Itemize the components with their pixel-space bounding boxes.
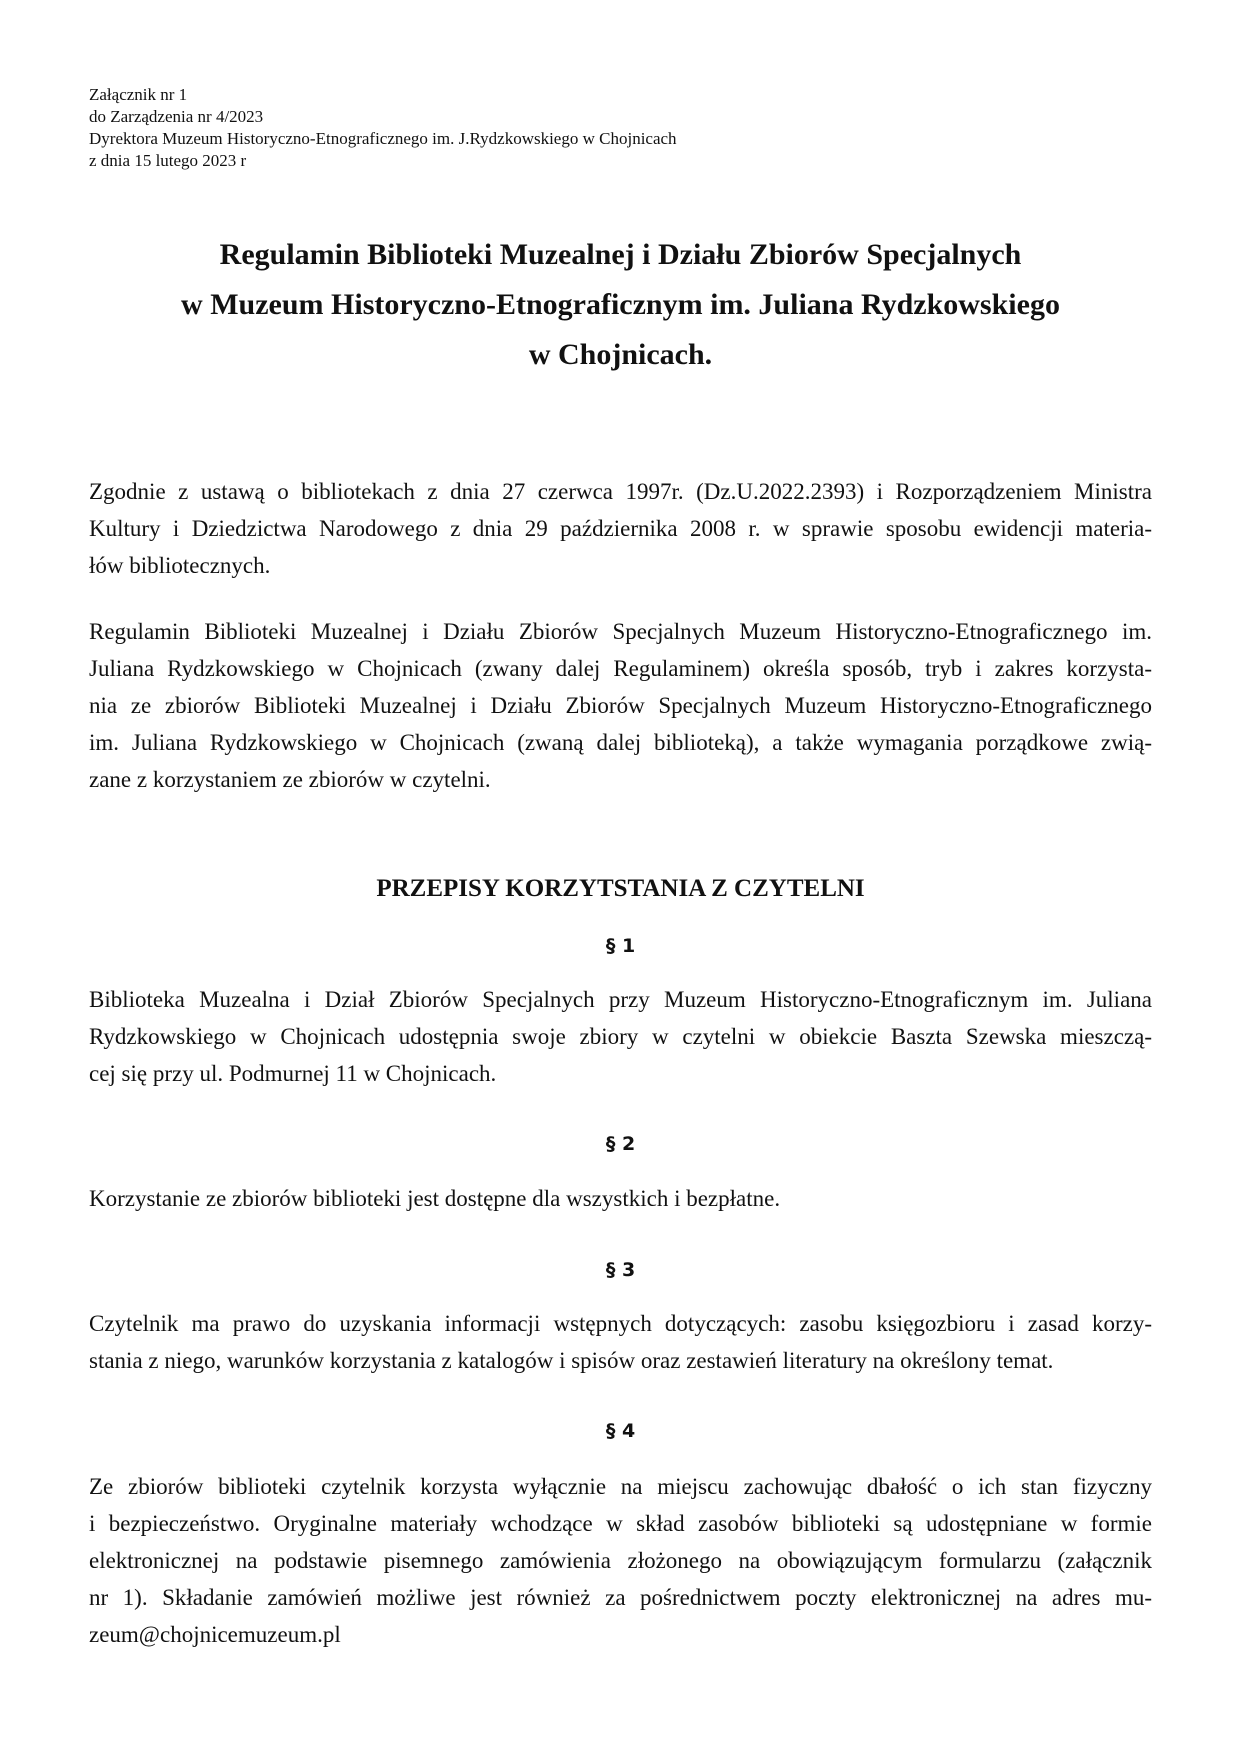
text-line: elektronicznej na podstawie pisemnego zamówienia złożonego na obowiązującym formularzu (załącznik bbox=[89, 1548, 1152, 1573]
text-line: Juliana Rydzkowskiego w Chojnicach (zwany dalej Regulaminem) określa sposób, tryb i zakres korzysta- bbox=[89, 656, 1152, 681]
text-line: Ze zbiorów biblioteki czytelnik korzysta wyłącznie na miejscu zachowując dbałość o ich stan fizyczny bbox=[89, 1474, 1152, 1499]
paragraph-mark: § 4 bbox=[605, 1420, 636, 1442]
attachment-line: Załącznik nr 1 bbox=[89, 85, 188, 104]
text-line: Czytelnik ma prawo do uzyskania informacji wstępnych dotyczących: zasobu księgozbioru i zasad korzy- bbox=[89, 1311, 1152, 1336]
text-line: Kultury i Dziedzictwa Narodowego z dnia 29 października 2008 r. w sprawie sposobu ewidencji materia- bbox=[89, 516, 1152, 541]
text-line: Regulamin Biblioteki Muzealnej i Działu Zbiorów Specjalnych Muzeum Historyczno-Etnograficznego im. bbox=[89, 619, 1152, 644]
text-line: łów bibliotecznych. bbox=[89, 553, 271, 578]
paragraph-mark: § 1 bbox=[605, 935, 636, 957]
attachment-line: do Zarządzenia nr 4/2023 bbox=[89, 107, 264, 126]
paragraph-mark: § 2 bbox=[605, 1133, 636, 1155]
paragraph-1-text bbox=[89, 981, 1152, 1092]
text-line: stania z niego, warunków korzystania z katalogów i spisów oraz zestawień literatury na określony temat. bbox=[89, 1348, 1054, 1373]
paragraph-mark: § 3 bbox=[605, 1259, 636, 1281]
text-line: nia ze zbiorów Biblioteki Muzealnej i Działu Zbiorów Specjalnych Muzeum Historyczno-Etnograficznego bbox=[89, 693, 1152, 718]
paragraph-3-text bbox=[89, 1305, 1152, 1379]
section-heading: PRZEPISY KORZYTSTANIA Z CZYTELNI bbox=[376, 875, 865, 902]
text-line: zeum@chojnicemuzeum.pl bbox=[89, 1622, 341, 1647]
title-line: w Muzeum Historyczno-Etnograficznym im. Juliana Rydzkowskiego bbox=[181, 288, 1060, 321]
text-line: nr 1). Składanie zamówień możliwe jest również za pośrednictwem poczty elektronicznej na adres mu- bbox=[89, 1585, 1152, 1610]
text-line: Biblioteka Muzealna i Dział Zbiorów Specjalnych przy Muzeum Historyczno-Etnograficznym im. Juliana bbox=[89, 987, 1152, 1012]
text-line: im. Juliana Rydzkowskiego w Chojnicach (zwaną dalej biblioteką), a także wymagania porządkowe zwią- bbox=[89, 730, 1152, 755]
paragraph-2-text bbox=[89, 1180, 1152, 1217]
document-title bbox=[60, 230, 1181, 380]
text-line: zane z korzystaniem ze zbiorów w czytelni. bbox=[89, 767, 491, 792]
text-line: cej się przy ul. Podmurnej 11 w Chojnicach. bbox=[89, 1061, 497, 1086]
title-line: Regulamin Biblioteki Muzealnej i Działu Zbiorów Specjalnych bbox=[219, 238, 1022, 271]
text-line: Korzystanie ze zbiorów biblioteki jest dostępne dla wszystkich i bezpłatne. bbox=[89, 1186, 781, 1211]
paragraph-4-text bbox=[89, 1468, 1152, 1653]
text-line: Rydzkowskiego w Chojnicach udostępnia swoje zbiory w czytelni w obiekcie Baszta Szewska mieszczą- bbox=[89, 1024, 1152, 1049]
intro-paragraph-2 bbox=[89, 613, 1152, 798]
text-line: i bezpieczeństwo. Oryginalne materiały wchodzące w skład zasobów biblioteki są udostępniane w formie bbox=[89, 1511, 1152, 1536]
title-line: w Chojnicach. bbox=[528, 338, 713, 371]
attachment-line: Dyrektora Muzeum Historyczno-Etnograficznego im. J.Rydzkowskiego w Chojnicach bbox=[89, 129, 677, 148]
text-line: Zgodnie z ustawą o bibliotekach z dnia 27 czerwca 1997r. (Dz.U.2022.2393) i Rozporządzeniem Ministra bbox=[89, 479, 1152, 504]
attachment-note bbox=[89, 84, 677, 172]
attachment-line: z dnia 15 lutego 2023 r bbox=[89, 151, 247, 170]
intro-paragraph-1 bbox=[89, 473, 1152, 584]
